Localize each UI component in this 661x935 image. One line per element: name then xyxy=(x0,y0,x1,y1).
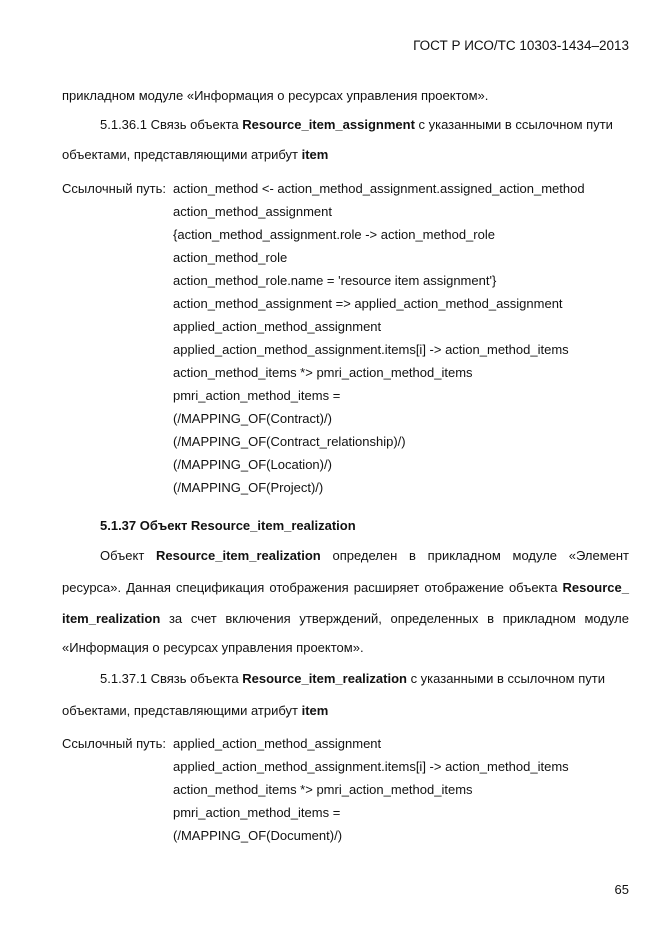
paragraph-heading: 5.1.36.1 Связь объекта Resource_item_assignment с указанными в ссылочном пути xyxy=(100,117,613,132)
text-line: прикладном модуле «Информация о ресурсах управления проектом». xyxy=(62,88,489,103)
text-line: Объект Resource_item_realization определен в прикладном модуле «Элемент xyxy=(100,548,630,563)
path-line: action_method_items *> pmri_action_method_items xyxy=(173,782,473,797)
reference-path-label: Ссылочный путь: xyxy=(62,181,166,196)
path-line: action_method_assignment xyxy=(173,204,332,219)
text-line: item_realization за счет включения утверждений, определенных в прикладном модуле xyxy=(62,611,629,626)
path-line: (/MAPPING_OF(Location)/) xyxy=(173,457,332,472)
path-line: (/MAPPING_OF(Document)/) xyxy=(173,828,343,843)
path-line: pmri_action_method_items = xyxy=(173,388,341,403)
paragraph-heading: 5.1.37.1 Связь объекта Resource_item_realization с указанными в ссылочном пути xyxy=(100,671,605,686)
path-line: (/MAPPING_OF(Contract_relationship)/) xyxy=(173,434,406,449)
path-line: action_method_role.name = 'resource item assignment'} xyxy=(173,273,497,288)
path-line: (/MAPPING_OF(Contract)/) xyxy=(173,411,332,426)
text-line: объектами, представляющими атрибут item xyxy=(62,703,329,718)
text-line: объектами, представляющими атрибут item xyxy=(62,147,329,162)
path-line: action_method_role xyxy=(173,250,288,265)
path-line: applied_action_method_assignment xyxy=(173,319,382,334)
path-line: pmri_action_method_items = xyxy=(173,805,341,820)
document-header: ГОСТ Р ИСО/ТС 10303-1434–2013 xyxy=(413,38,629,53)
path-line: {action_method_assignment.role -> action_method_role xyxy=(173,227,495,242)
path-line: (/MAPPING_OF(Project)/) xyxy=(173,480,324,495)
text-line: «Информация о ресурсах управления проектом». xyxy=(62,640,364,655)
path-line: applied_action_method_assignment.items[i] -> action_method_items xyxy=(173,759,569,774)
path-line: action_method_items *> pmri_action_method_items xyxy=(173,365,473,380)
path-line: applied_action_method_assignment.items[i] -> action_method_items xyxy=(173,342,569,357)
section-title: 5.1.37 Объект Resource_item_realization xyxy=(100,518,356,533)
path-line: action_method <- action_method_assignment.assigned_action_method xyxy=(173,181,585,196)
path-line: action_method_assignment => applied_action_method_assignment xyxy=(173,296,563,311)
reference-path-label: Ссылочный путь: xyxy=(62,736,166,751)
page-number: 65 xyxy=(614,882,629,897)
text-line: ресурса». Данная спецификация отображения расширяет отображение объекта Resource_ xyxy=(62,580,629,595)
path-line: applied_action_method_assignment xyxy=(173,736,382,751)
